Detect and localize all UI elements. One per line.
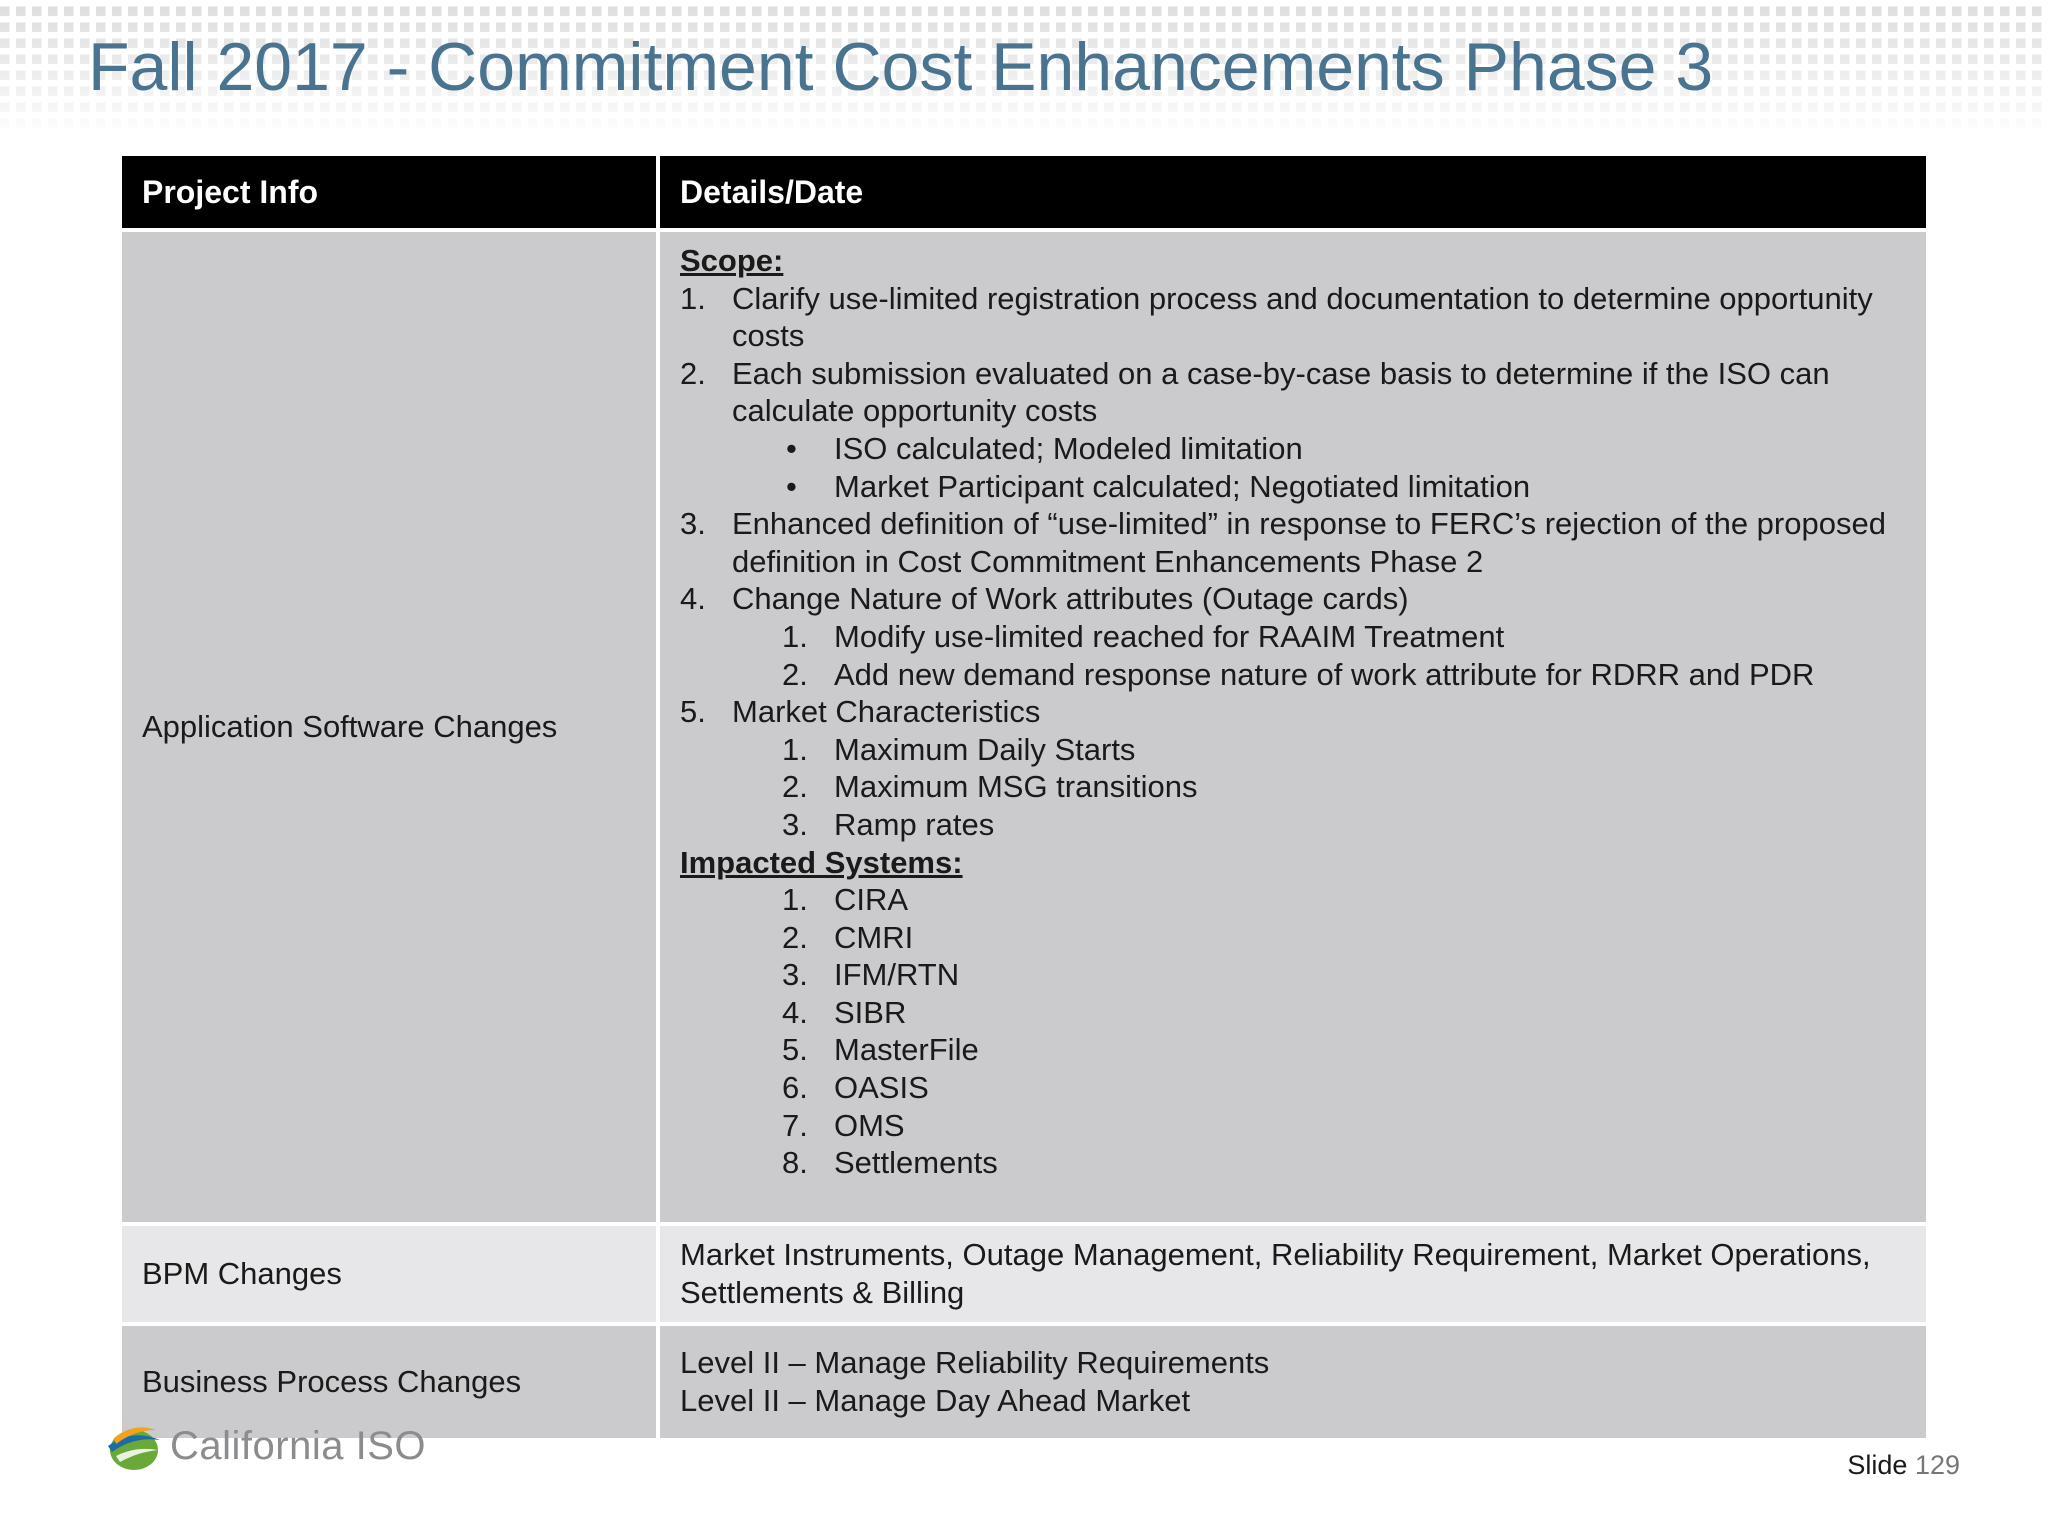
impacted-system-item	[680, 1031, 1906, 1069]
impacted-systems-heading: Impacted Systems:	[680, 844, 963, 880]
bullet-text: ISO calculated; Modeled limitation	[834, 430, 1303, 466]
header-project-info: Project Info	[120, 154, 658, 230]
bullet-icon: •	[786, 430, 797, 466]
table-row	[120, 1224, 1928, 1324]
impacted-system-text: CIRA	[834, 882, 909, 918]
sub-list-item	[680, 806, 1906, 844]
list-text-line: definition in Cost Commitment Enhancements Phase 2	[732, 543, 1484, 579]
sub-list-item	[680, 656, 1906, 694]
impacted-system-item	[680, 1107, 1906, 1145]
slide-label: Slide	[1847, 1450, 1908, 1480]
impacted-system-item	[680, 994, 1906, 1032]
list-text: Market Characteristics	[732, 694, 1041, 730]
bpm-details-line: Market Instruments, Outage Management, Reliability Requirement, Market Operations,	[680, 1237, 1871, 1273]
list-text-line: Clarify use-limited registration process and documentation to determine opportunity	[732, 280, 1873, 316]
impacted-system-text: OASIS	[834, 1070, 929, 1106]
california-iso-logo	[104, 1420, 426, 1472]
header-details-date: Details/Date	[658, 154, 1928, 230]
sub-list-number: 1.	[782, 731, 808, 767]
sub-list-number: 1.	[782, 618, 808, 654]
table-header-row	[120, 154, 1928, 230]
logo-text: California ISO	[170, 1423, 426, 1468]
sub-list-number: 1.	[782, 882, 808, 918]
bpm-details-line: Settlements & Billing	[680, 1274, 965, 1310]
impacted-system-text: OMS	[834, 1107, 905, 1143]
impacted-system-item	[680, 919, 1906, 957]
impacted-system-item	[680, 1069, 1906, 1107]
sub-list-text: Maximum MSG transitions	[834, 769, 1198, 805]
sub-list-item	[680, 731, 1906, 769]
business-process-details-cell	[658, 1324, 1928, 1440]
impacted-system-text: SIBR	[834, 994, 907, 1030]
slide-number	[1847, 1450, 1960, 1481]
business-process-line: Level II – Manage Reliability Requirements	[680, 1345, 1270, 1381]
bullet-text: Market Participant calculated; Negotiated limitation	[834, 468, 1531, 504]
sub-list-number: 2.	[782, 769, 808, 805]
scope-details-cell	[658, 230, 1928, 1224]
list-item	[680, 355, 1906, 430]
list-item	[680, 280, 1906, 355]
bullet-icon: •	[786, 468, 797, 504]
sub-list-number: 5.	[782, 1032, 808, 1068]
list-item	[680, 505, 1906, 580]
row-label-application-software: Application Software Changes	[120, 230, 658, 1224]
sub-list-text: Ramp rates	[834, 806, 995, 842]
slide-title: Fall 2017 - Commitment Cost Enhancements Phase 3	[88, 29, 1714, 105]
impacted-system-text: CMRI	[834, 919, 914, 955]
sub-list-text: Add new demand response nature of work attribute for RDRR and PDR	[834, 656, 1815, 692]
list-text-line: Enhanced definition of “use-limited” in response to FERC’s rejection of the proposed	[732, 506, 1886, 542]
list-number: 5.	[680, 694, 706, 730]
table-row	[120, 230, 1928, 1224]
list-number: 2.	[680, 355, 706, 391]
business-process-line: Level II – Manage Day Ahead Market	[680, 1382, 1191, 1418]
sub-list-number: 3.	[782, 957, 808, 993]
list-text-line: Each submission evaluated on a case-by-case basis to determine if the ISO can	[732, 355, 1830, 391]
list-text	[732, 355, 1830, 430]
sub-list-number: 2.	[782, 656, 808, 692]
impacted-system-text: Settlements	[834, 1145, 998, 1181]
list-number: 4.	[680, 581, 706, 617]
sub-list-number: 8.	[782, 1145, 808, 1181]
list-number: 1.	[680, 280, 706, 316]
scope-heading: Scope:	[680, 243, 784, 278]
slide-number-value: 129	[1914, 1450, 1960, 1480]
list-item	[680, 580, 1906, 618]
list-text-line: calculate opportunity costs	[732, 393, 1098, 429]
sub-list-text: Modify use-limited reached for RAAIM Treatment	[834, 618, 1505, 654]
sub-list-number: 3.	[782, 806, 808, 842]
impacted-system-item	[680, 881, 1906, 919]
project-info-table	[118, 152, 1930, 1442]
row-label-bpm-changes: BPM Changes	[120, 1224, 658, 1324]
sub-list-number: 2.	[782, 919, 808, 955]
impacted-system-item	[680, 1144, 1906, 1182]
impacted-system-item	[680, 956, 1906, 994]
sub-list-text: Maximum Daily Starts	[834, 731, 1136, 767]
list-text	[732, 505, 1886, 580]
impacted-system-text: IFM/RTN	[834, 957, 960, 993]
list-text: Change Nature of Work attributes (Outage cards)	[732, 581, 1409, 617]
bpm-details-cell	[658, 1224, 1928, 1324]
list-text-line: costs	[732, 318, 805, 354]
sub-list-item	[680, 618, 1906, 656]
row-label-business-process: Business Process Changes	[120, 1324, 658, 1440]
list-number: 3.	[680, 506, 706, 542]
sub-list-item	[680, 768, 1906, 806]
list-item	[680, 693, 1906, 731]
logo-swoosh-icon	[104, 1420, 162, 1472]
sub-list-number: 7.	[782, 1107, 808, 1143]
sub-list-number: 6.	[782, 1070, 808, 1106]
impacted-system-text: MasterFile	[834, 1032, 979, 1068]
bullet-item	[680, 430, 1906, 468]
bullet-item	[680, 468, 1906, 506]
sub-list-number: 4.	[782, 994, 808, 1030]
list-text	[732, 280, 1873, 355]
